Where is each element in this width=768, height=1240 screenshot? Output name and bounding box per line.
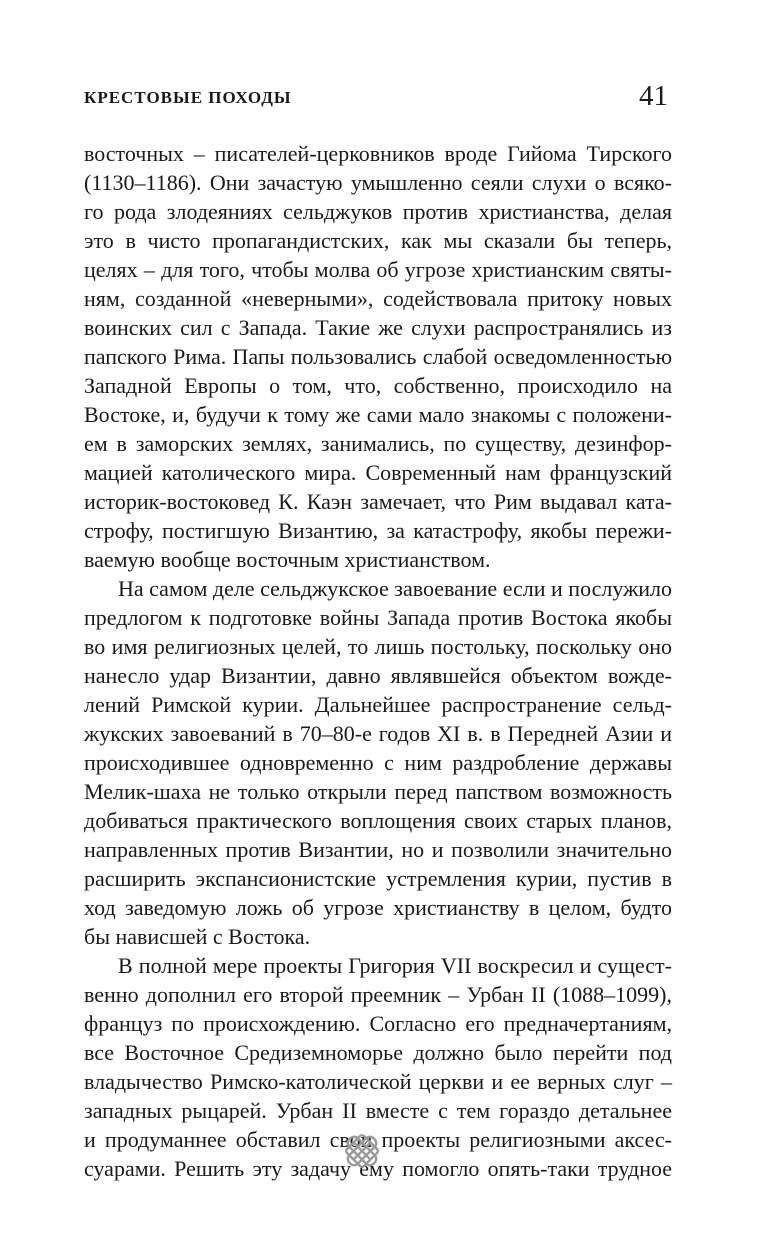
text-line: владычество Римско-католической церкви и ее верных слуг – [84,1069,672,1094]
text-line: го рода злодеяниях сельджуков против христианства, делая [84,199,672,224]
text-line: нанесло удар Византии, давно являвшейся объектом вожде- [84,663,672,688]
text-line: происходившее одновременно с ним раздробление державы [84,750,672,775]
running-title: КРЕСТОВЫЕ ПОХОДЫ [84,88,292,107]
text-line: ход заведомую ложь об угрозе христианству в целом, будто [84,895,672,920]
text-line: бы нависшей с Востока. [84,924,311,949]
text-line: целях – для того, чтобы молва об угрозе христианским святы- [84,257,672,282]
text-line: все Восточное Средиземноморье должно было перейти под [84,1040,672,1065]
text-line: француз по происхождению. Согласно его предначертаниям, [84,1011,672,1036]
text-line: и продуманнее обставил свои проекты религиозными аксес- [84,1127,672,1152]
text-line: строфу, постигшую Византию, за катастрофу, якобы пережи- [84,518,672,543]
text-line: В полной мере проекты Григория VII воскресил и сущест- [118,953,672,978]
text-line: западных рыцарей. Урбан II вместе с тем гораздо детальнее [84,1098,672,1123]
body-text [84,139,672,1183]
text-line: расширить экспансионистские устремления курии, пустив в [84,866,672,891]
text-line: папского Рима. Папы пользовались слабой осведомленностью [84,344,672,369]
text-line: Западной Европы о том, что, собственно, происходило на [84,373,672,398]
text-line: Востоке, и, будучи к тому же сами мало знакомы с положени- [84,402,672,427]
text-line: добиваться практического воплощения своих старых планов, [84,808,672,833]
text-line: восточных – писателей-церковников вроде Гийома Тирского [84,141,672,166]
text-line: ем в заморских землях, занимались, по существу, дезинфор- [84,431,672,456]
text-line: (1130–1186). Они зачастую умышленно сеяли слухи о всяко- [84,170,672,195]
text-line: венно дополнил его второй преемник – Урбан II (1088–1099), [84,982,672,1007]
page-number: 41 [639,80,668,112]
text-line: во имя религиозных целей, то лишь постольку, поскольку оно [84,634,672,659]
text-line: воинских сил с Запада. Такие же слухи распространялись из [84,315,672,340]
text-line: суарами. Решить эту задачу ему помогло опять-таки трудное [84,1156,672,1181]
text-line: историк-востоковед К. Каэн замечает, что Рим выдавал ката- [84,489,672,514]
text-line: жукских завоеваний в 70–80-е годов XI в. в Передней Азии и [84,721,672,746]
text-line: лений Римской курии. Дальнейшее распространение сельд- [84,692,672,717]
text-line: ням, созданной «неверными», содействовала притоку новых [84,286,672,311]
text-line: Мелик-шаха не только открыли перед папством возможность [84,779,672,804]
text-line: предлогом к подготовке войны Запада против Востока якобы [84,605,672,630]
endless-knot-ornament-icon [339,1128,385,1174]
text-line: это в чисто пропагандистских, как мы сказали бы теперь, [84,228,672,253]
text-line: На самом деле сельджукское завоевание если и послужило [118,576,673,601]
text-line: ваемую вообще восточным христианством. [84,547,491,572]
text-line: мацией католического мира. Современный нам французский [84,460,672,485]
text-line: направленных против Византии, но и позволили значительно [84,837,672,862]
